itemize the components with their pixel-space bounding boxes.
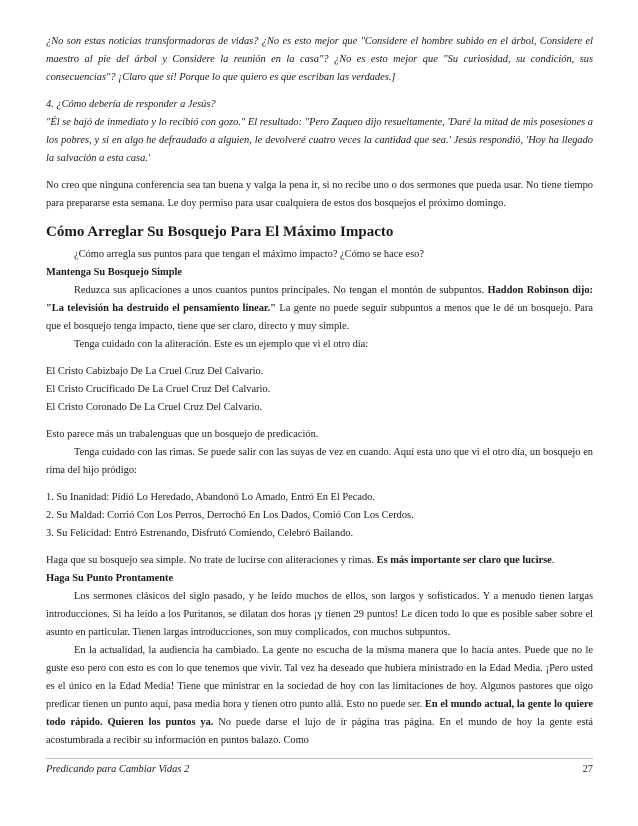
alliteration-list: [46, 363, 593, 417]
intro-paragraph-1: ¿No son estas noticias transformadoras de vidas? ¿No es esto mejor que "Considere el hombre subido en el árbol, Considere el maestro al pie del árbol y Considere la reunión en la casa"? ¿No es esto mejor que "Su curiosidad, su condición, sus consecuencias"? ¡Claro que sí! Porque lo que quiero es que escriban las verdades.]: [46, 36, 593, 83]
quick-p2-text-c: No puede darse el lujo de ir página tras página. En el mundo de hoy la gente está acostumbrada a recibir su información en puntos balazo. Como: [46, 717, 593, 746]
simple-paragraph-4: Tenga cuidado con las rimas. Se puede salir con las suyas de vez en cuando. Aquí esta uno que vi el otro día, un bosquejo en rima del hijo pródigo:: [46, 447, 593, 476]
list-item: El Cristo Crucificado De La Cruel Cruz Del Calvario.: [46, 384, 271, 395]
clarity-statement: Es más importante ser claro que lucirse: [376, 555, 552, 566]
list-item: El Cristo Cabizbajo De La Cruel Cruz Del Calvario.: [46, 366, 264, 377]
section-question: ¿Cómo arregla sus puntos para que tengan el máximo impacto? ¿Cómo se hace eso?: [74, 249, 424, 260]
page-number: 27: [582, 764, 593, 775]
section-title: Cómo Arreglar Su Bosquejo Para El Máximo Impacto: [46, 224, 394, 240]
footer-book-title: Predicando para Cambiar Vidas 2: [46, 764, 190, 775]
simple-p1-text-c: La gente no puede seguir subpuntos a menos que le dé un bosquejo. Para que el bosquejo tenga impacto, tiene que ser claro, directo y muy simple.: [46, 303, 593, 332]
simple-paragraph-2: Tenga cuidado con la aliteración. Este es un ejemplo que vi el otro día:: [74, 339, 369, 350]
page-body: [46, 33, 593, 750]
list-item: 1. Su Inanidad: Pidió Lo Heredado, Abandonó Lo Amado, Entró En El Pecado.: [46, 492, 375, 503]
rhyme-list: [46, 489, 593, 543]
intro-paragraph-2: "Él se bajó de inmediato y lo recibió con gozo." El resultado: "Pero Zaqueo dijo resueltamente, 'Daré la mitad de mis posesiones a los pobres, y si en algo he defraudado a alguien, le devolveré cuatro veces la cantidad que sea.' Jesús respondió, 'Hoy ha llegado la salvación a esta casa.': [46, 117, 593, 164]
list-item: 3. Su Felicidad: Entró Estrenando, Disfrutó Comiendo, Celebró Bailando.: [46, 528, 354, 539]
simple-paragraph-1: [46, 282, 593, 336]
modern-world-statement: En el mundo actual, la gente lo quiere todo rápido. Quieren los puntos ya.: [46, 699, 593, 728]
intro-paragraph-3: No creo que ninguna conferencia sea tan buena y valga la pena ir, si no recibe uno o dos sermones que pueda usar. No tiene tiempo para prepararse esta semana. Le doy permiso para usar cualquiera de estos dos bosquejos el próximo domingo.: [46, 180, 593, 209]
list-item: 2. Su Maldad: Corrió Con Los Perros, Derrochó En Los Dados, Comió Con Los Cerdos.: [46, 510, 414, 521]
robinson-quote: Haddon Robinson dijo: "La televisión ha destruido el pensamiento linear.": [46, 285, 594, 314]
quick-paragraph-2: [46, 642, 593, 750]
question-4: 4. ¿Cómo debería de responder a Jesús?: [46, 99, 216, 110]
list-item: El Cristo Coronado De La Cruel Cruz Del Calvario.: [46, 402, 263, 413]
simple-paragraph-5: [46, 552, 593, 570]
quick-heading: Haga Su Punto Prontamente: [46, 573, 174, 584]
simple-paragraph-3: Esto parece más un trabalenguas que un bosquejo de predicación.: [46, 429, 319, 440]
simple-p1-text-a: Reduzca sus aplicaciones a unos cuantos puntos principales. No tengan el montón de subpuntos.: [74, 285, 488, 296]
simple-p5-text-a: Haga que su bosquejo sea simple. No trate de lucirse con aliteraciones y rimas.: [46, 555, 377, 566]
quick-paragraph-1: Los sermones clásicos del siglo pasado, y he leído muchos de ellos, son largos y sofisticados. Y a menudo tienen largas introducciones. Si ha leído a los Puritanos, se dilatan dos horas ¡y tienen 29 puntos! Le dicen todo lo que es posible saber sobre el asunto en particular. Tienen largas introducciones, son muy complicados, con muchos subpuntos.: [46, 591, 593, 638]
quick-p2-text-a: En la actualidad, la audiencia ha cambiado. La gente no escucha de la misma manera que lo hacía antes. Puede que no le guste eso pero con esto es con lo que tenemos que vivir. Tal vez ha deseado que hubiera ministrado en la Edad Media. ¡Pero usted es el único en la Edad Media! Tiene que ministrar en la sociedad de hoy con las limitaciones de hoy. Algunos pastores que oigo predicar tienen un punto aquí, pasa media hora y tienen otro punto allá. Esto no puede ser.: [46, 645, 593, 710]
simple-heading: Mantenga Su Bosquejo Simple: [46, 267, 182, 278]
page-footer: [46, 758, 593, 777]
simple-p5-text-c: .: [551, 555, 555, 566]
